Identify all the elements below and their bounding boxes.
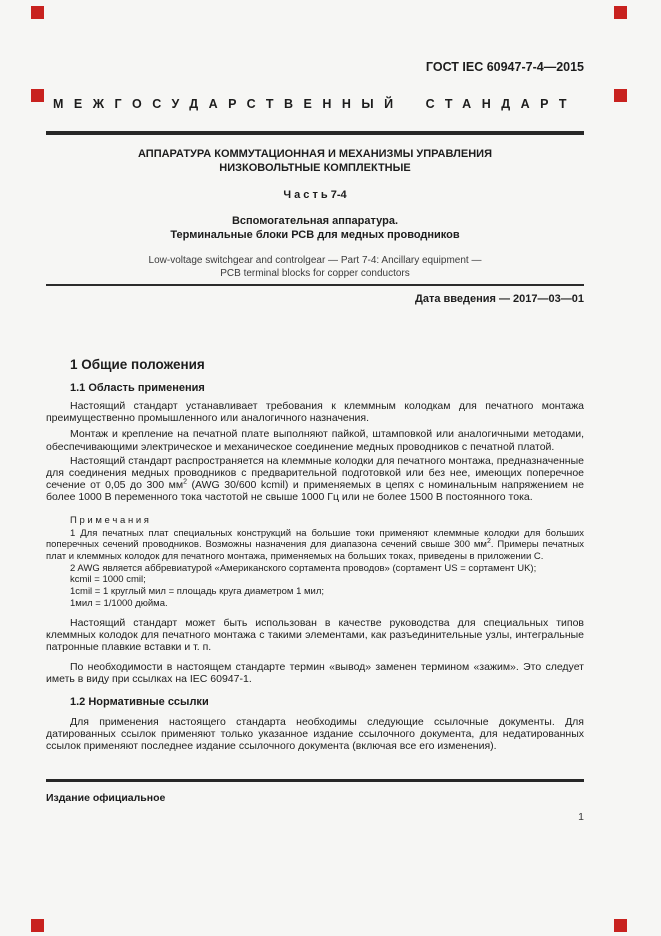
note-1-superscript-2: 2 [486, 538, 491, 546]
title-en [46, 254, 584, 280]
section-1-heading: 1 Общие положения [70, 357, 205, 372]
registration-mark-mid-left [31, 89, 44, 102]
registration-mark-bottom-left [31, 919, 44, 932]
doc-number: ГОСТ IEC 60947-7-4—2015 [425, 60, 584, 74]
section-1-1-heading: 1.1 Область применения [70, 382, 205, 394]
standard-type-label: МЕЖГОСУДАРСТВЕННЫЙ СТАНДАРТ [53, 97, 577, 111]
title-ru-line2: НИЗКОВОЛЬТНЫЕ КОМПЛЕКТНЫЕ [219, 162, 411, 174]
note-2-cmil: 1cmil = 1 круглый мил = площадь круга диаметром 1 мил; [70, 586, 325, 598]
note-1-text-after: . Примеры печатных плат и клеммных колодок для печатного монтажа, применяемых на больших токах, приведены в приложении С. [46, 539, 584, 563]
title-ru [46, 147, 584, 175]
note-1 [46, 528, 584, 563]
subtitle-ru-line2: Терминальные блоки РСВ для медных проводников [170, 229, 460, 241]
paragraph-references: Для применения настоящего стандарта необходимы следующие ссылочные документы. Для датированных ссылок применяют только указанное издание ссылочного документа, для недатированных ссылок применяют последнее издание ссылочного документа (включая все его изменения). [46, 715, 584, 752]
title-ru-line1: АППАРАТУРА КОММУТАЦИОННАЯ И МЕХАНИЗМЫ УПРАВЛЕНИЯ [138, 148, 492, 160]
note-2-kcmil: kcmil = 1000 cmil; [70, 574, 146, 586]
note-2-mil: 1мил = 1/1000 дюйма. [70, 597, 168, 609]
subtitle-ru [46, 214, 584, 242]
date-rule [46, 284, 584, 286]
paragraph-scope-3-text-after: (AWG 30/600 kcmil) и применяемых в цепях с номинальным напряжением не более 1000 В переменного тока частотой не свыше 1000 Гц или не более 1500 В постоянного тока. [46, 479, 584, 504]
edition-note: Издание официальное [46, 792, 166, 805]
header-rule [46, 131, 584, 135]
registration-mark-top-left [31, 6, 44, 19]
subtitle-ru-line1: Вспомогательная аппаратура. [231, 215, 399, 227]
title-en-line2: PCB terminal blocks for copper conductors [220, 268, 410, 279]
superscript-2: 2 [183, 478, 187, 486]
note-1-text: 1 Для печатных плат специальных конструкций на большие токи применяют клеммные колодки для больших поперечных сечений проводников. Возможны назначения для диапазона сечений свыше 300 мм [46, 527, 584, 551]
registration-mark-mid-right [614, 89, 627, 102]
page-number: 1 [578, 811, 584, 824]
footer-rule [46, 779, 584, 782]
notes-label: П р и м е ч а н и я [70, 514, 149, 526]
part-label: Ч а с т ь 7-4 [283, 189, 347, 201]
page-content [46, 0, 584, 824]
registration-mark-top-right [614, 6, 627, 19]
note-2: 2 AWG является аббревиатурой «Американского сортамента проводов» (сортамент US = сортамент UK); [70, 562, 537, 574]
registration-mark-bottom-right [614, 919, 627, 932]
paragraph-terminology: По необходимости в настоящем стандарте термин «вывод» заменен термином «зажим». Это следует иметь в виду при ссылках на IEC 60947-1. [46, 661, 584, 686]
effective-date: Дата введения — 2017—03—01 [415, 293, 584, 305]
paragraph-scope-2: Монтаж и крепление на печатной плате выполняют пайкой, штамповкой или аналогичными методами, обеспечивающими электрическое и механическое соединение медных проводников с печатной платой. [46, 428, 584, 453]
paragraph-scope-3-text: Настоящий стандарт распространяется на клеммные колодки для печатного монтажа, предназначенные для соединения медных проводников с предварительной подготовкой или без нее, имеющих поперечное сечение от 0,05 до 300 мм [46, 454, 584, 492]
paragraph-guidance: Настоящий стандарт может быть использован в качестве руководства для специальных типов клеммных колодок для печатного монтажа с такими элементами, как разъединительные узлы, интегральные патронные плавкие вставки и т. п. [46, 616, 584, 653]
paragraph-scope-1: Настоящий стандарт устанавливает требования к клеммным колодкам для печатного монтажа преимущественно промышленного или аналогичного назначения. [46, 400, 584, 425]
paragraph-scope-3 [46, 455, 584, 504]
title-en-line1: Low-voltage switchgear and controlgear — Part 7-4: Ancillary equipment — [148, 255, 482, 266]
section-1-2-heading: 1.2 Нормативные ссылки [70, 695, 209, 708]
